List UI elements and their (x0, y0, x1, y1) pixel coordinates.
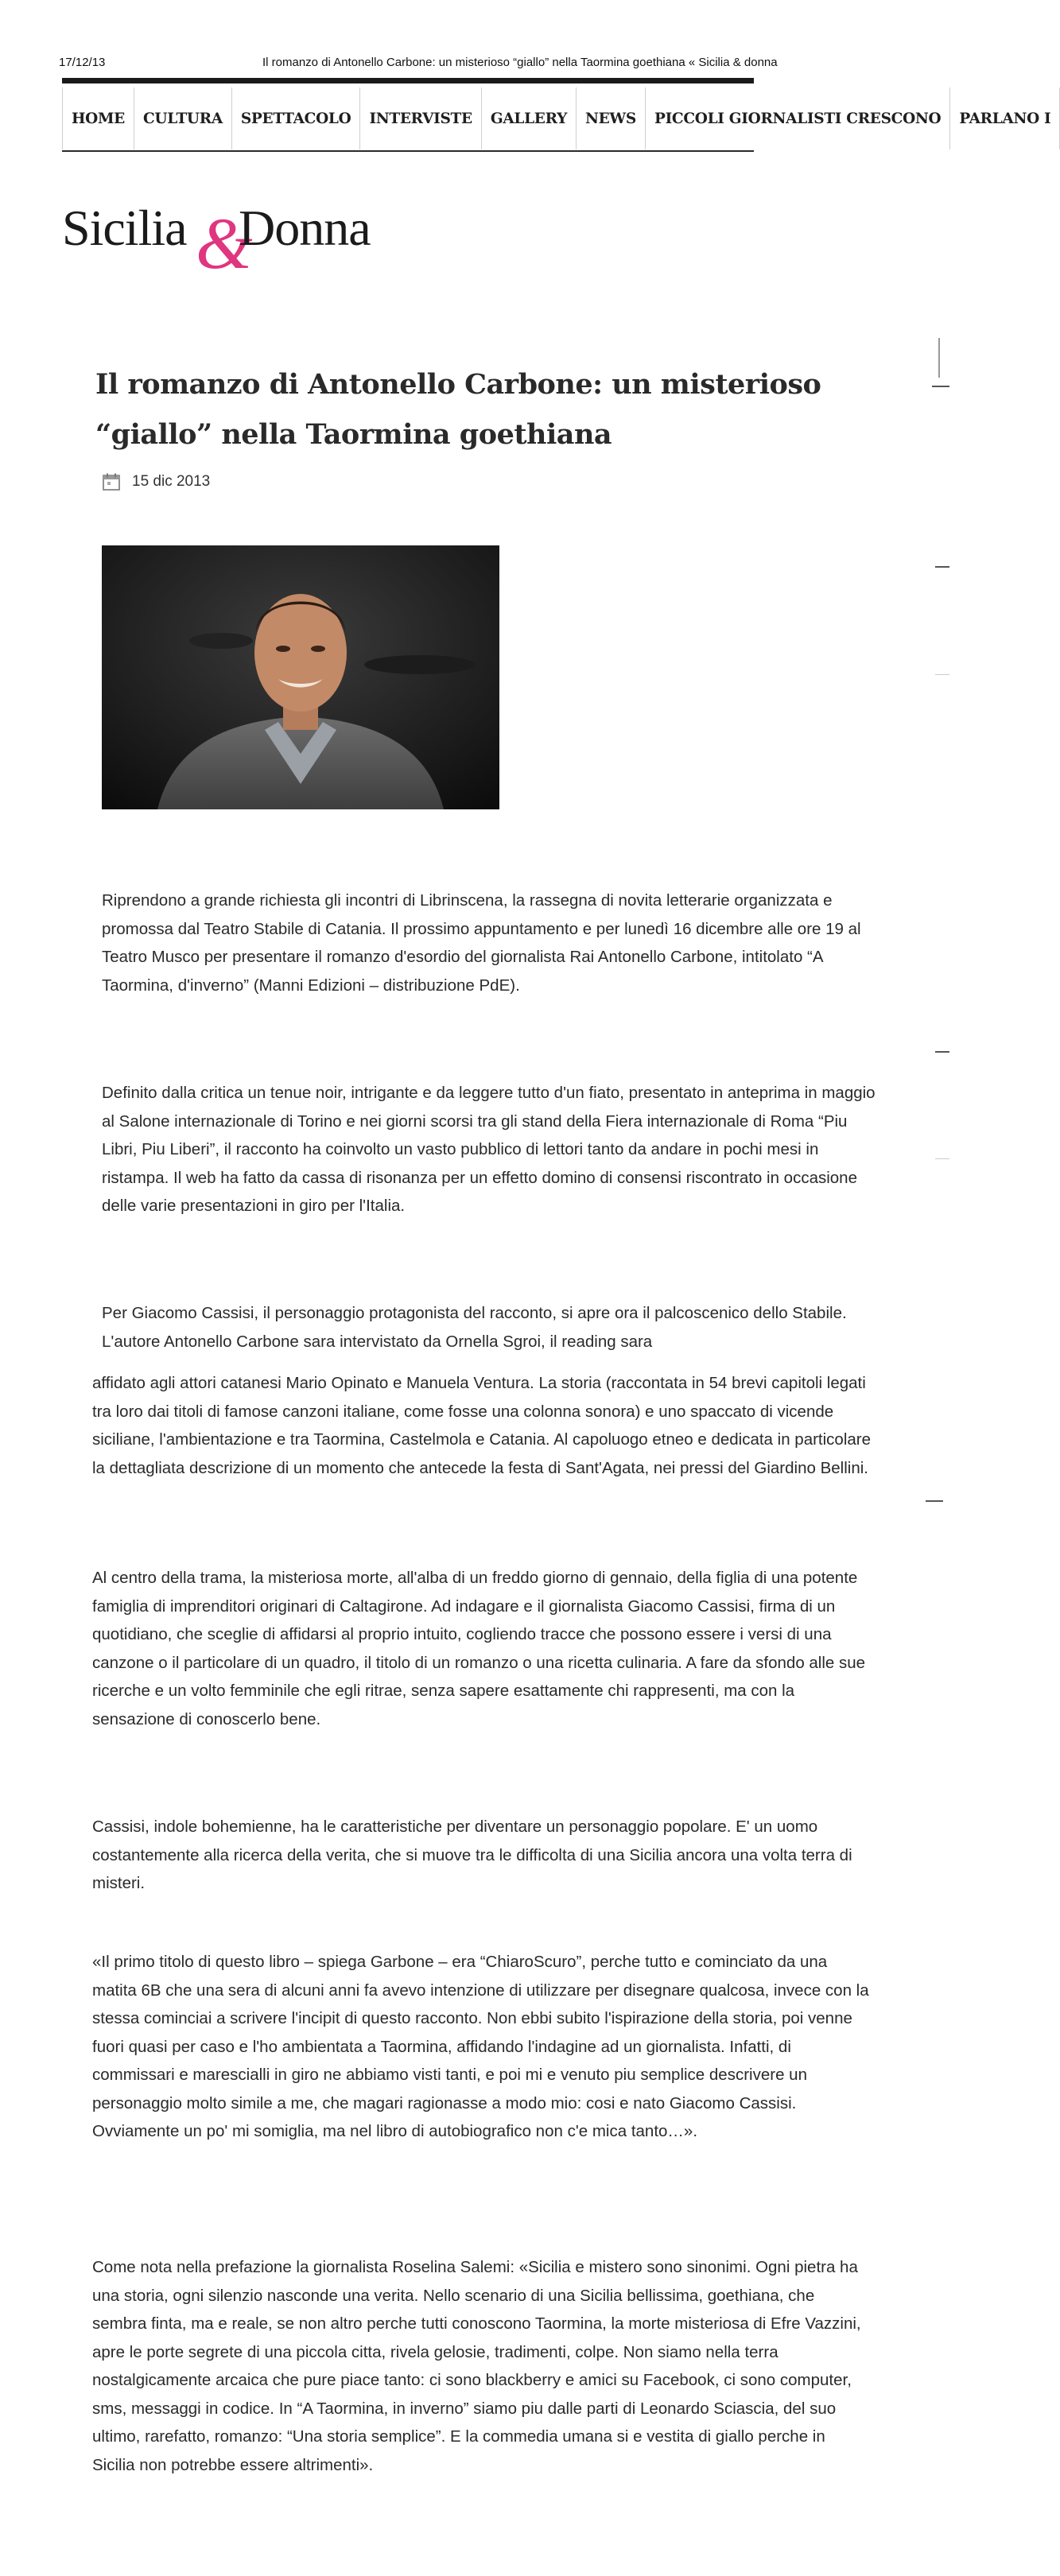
sidebar-edge-mark (932, 386, 949, 387)
article-paragraph (92, 1948, 872, 2146)
paragraph-text: Per Giacomo Cassisi, il personaggio protagonista del racconto, si apre ora il palcoscenico dello Stabile. L'autore Antonello Carbone sara intervistato da Ornella Sgroi, il reading sara (102, 1304, 847, 1351)
paragraph-text: Come nota nella prefazione la giornalista Roselina Salemi: «Sicilia e mistero sono sinonimi. Ogni pietra ha una storia, ogni silenzio nasconde una verita. Nello scenario di una Sicilia bellissima, goethiana, che sembra finta, ma e reale, se non altro perche tutti conoscono Taormina, la morte misteriosa di Efre Vazzini, apre le porte segrete di una piccola citta, rivela gelosie, tradimenti, colpe. Non siamo nella terra nostalgicamente arcaica che pure piace tanto: ci sono blackberry e amici su Facebook, ci sono computer, sms, messaggi in codice. In “A Taormina, in inverno” siamo piu dalle parti di Leonardo Sciascia, del suo ultimo, rarefatto, romanzo: “Una storia semplice”. E la commedia umana si e vestita di giallo perche in Sicilia non potrebbe essere altrimenti». (92, 2258, 861, 2474)
paragraph-text: affidato agli attori catanesi Mario Opinato e Manuela Ventura. La storia (raccontata in 54 brevi capitoli legati tra loro dai titoli di famose canzoni italiane, come fosse una colonna sonora) e uno spaccato di vicende siciliane, l'ambientazione e tra Taormina, Castelmola e Catania. Al capoluogo etneo e dedicata in particolare la dettagliata descrizione di un momento che antecede la festa di Sant'Agata, nei pressi del Giardino Bellini. (92, 1374, 872, 1477)
print-date: 17/12/13 (59, 56, 106, 69)
print-page-title: Il romanzo di Antonello Carbone: un misterioso “giallo” nella Taormina goethiana « Sicilia & donna (262, 56, 778, 69)
sidebar-edge-mark (935, 1051, 949, 1053)
article-paragraph (102, 1079, 881, 1220)
site-logo[interactable] (62, 199, 396, 286)
article-paragraph (92, 2253, 872, 2479)
nav-item-cultura[interactable]: CULTURA (134, 87, 232, 149)
sidebar-edge-mark (935, 566, 949, 568)
article-paragraph (102, 886, 881, 999)
calendar-icon (102, 472, 121, 491)
nav-item-home[interactable]: HOME (62, 87, 134, 149)
nav-item-interviste[interactable]: INTERVISTE (360, 87, 481, 149)
article-paragraph (92, 1813, 872, 1898)
paragraph-text: Al centro della trama, la misteriosa morte, all'alba di un freddo giorno di gennaio, della figlia di una potente famiglia di imprenditori originari di Caltagirone. Ad indagare e il giornalista Giacomo Cassisi, firma di un quotidiano, che sceglie di affidarsi al proprio intuito, cogliendo tracce che possono essere i versi di una canzone o il particolare di un quadro, il titolo di un romanzo o una ricetta culinaria. A fare da sfondo alle sue ricerche e un volto femminile che egli ritrae, senza sapere esattamente chi rappresenti, ma con la sensazione di conoscerlo bene. (92, 1569, 866, 1728)
nav-item-news[interactable]: NEWS (577, 87, 646, 149)
nav-item-spettacolo[interactable]: SPETTACOLO (232, 87, 361, 149)
sidebar-edge-mark (935, 1158, 949, 1159)
author-photo (102, 545, 499, 809)
nav-item-gallery[interactable]: GALLERY (482, 87, 577, 149)
article-paragraph (102, 1299, 881, 1356)
nav-bottom-rule (62, 150, 754, 152)
article-paragraph (92, 1564, 872, 1733)
paragraph-text: Cassisi, indole bohemienne, ha le caratteristiche per diventare un personaggio popolare. E' un uomo costantemente alla ricerca della verita, che si muove tra le difficolta di una Sicilia ancora una volta terra di misteri. (92, 1818, 852, 1892)
paragraph-text: «Il primo titolo di questo libro – spiega Garbone – era “ChiaroScuro”, perche tutto e cominciato da una matita 6B che una sera di alcuni anni fa avevo intenzione di utilizzare per disegnare qualcosa, invece con la stessa cominciai a scrivere l'incipit di questo racconto. Non ebbi subito l'ispirazione della storia, poi venne fuori quasi per caso e l'ho ambientata a Taormina, affidando l'indagine ad un giornalista. Infatti, di commissari e marescialli in giro ne abbiamo visti tanti, e poi mi e venuto piu semplice descrivere un personaggio molto simile a me, che magari ragionasse a modo mio: cosi e nato Giacomo Cassisi. Ovviamente un po' mi somiglia, ma nel libro di autobiografico non c'e mica tanto…». (92, 1953, 869, 2140)
paragraph-text: Definito dalla critica un tenue noir, intrigante e da leggere tutto d'un fiato, presentato in anteprima in maggio al Salone internazionale di Torino e nei giorni scorsi tra gli stand della Fiera internazionale di Roma “Piu Libri, Piu Liberi”, il racconto ha coinvolto un vasto pubblico di lettori tanto da andare in pochi mesi in ristampa. Il web ha fatto da cassa di risonanza per un effetto domino di consensi riscontrato in occasione delle varie presentazioni in giro per l'Italia. (102, 1084, 876, 1215)
article-date: 15 dic 2013 (132, 473, 211, 490)
sidebar-edge-mark (926, 1500, 943, 1502)
logo-word-donna: Donna (239, 200, 371, 256)
article-title: Il romanzo di Antonello Carbone: un misterioso “giallo” nella Taormina goethiana (95, 368, 821, 451)
sidebar-edge-line (938, 338, 940, 378)
logo-ampersand: & (196, 203, 253, 284)
nav-item-parlano[interactable]: PARLANO I (950, 87, 1060, 149)
nav-item-piccoli-giornalisti[interactable]: PICCOLI GIORNALISTI CRESCONO (646, 87, 950, 149)
article-paragraph (92, 1369, 872, 1482)
nav-top-rule (62, 78, 754, 83)
sidebar-edge-mark (935, 674, 949, 675)
logo-word-sicilia: Sicilia (62, 200, 187, 256)
paragraph-text: Riprendono a grande richiesta gli incontri di Librinscena, la rassegna di novita letterarie organizzata e promossa dal Teatro Stabile di Catania. Il prossimo appuntamento e per lunedì 16 dicembre alle ore 19 al Teatro Musco per presentare il romanzo d'esordio del giornalista Rai Antonello Carbone, intitolato “A Taormina, d'inverno” (Manni Edizioni – distribuzione PdE). (102, 891, 861, 995)
main-navigation (62, 78, 1051, 156)
article-date-row (102, 471, 210, 493)
